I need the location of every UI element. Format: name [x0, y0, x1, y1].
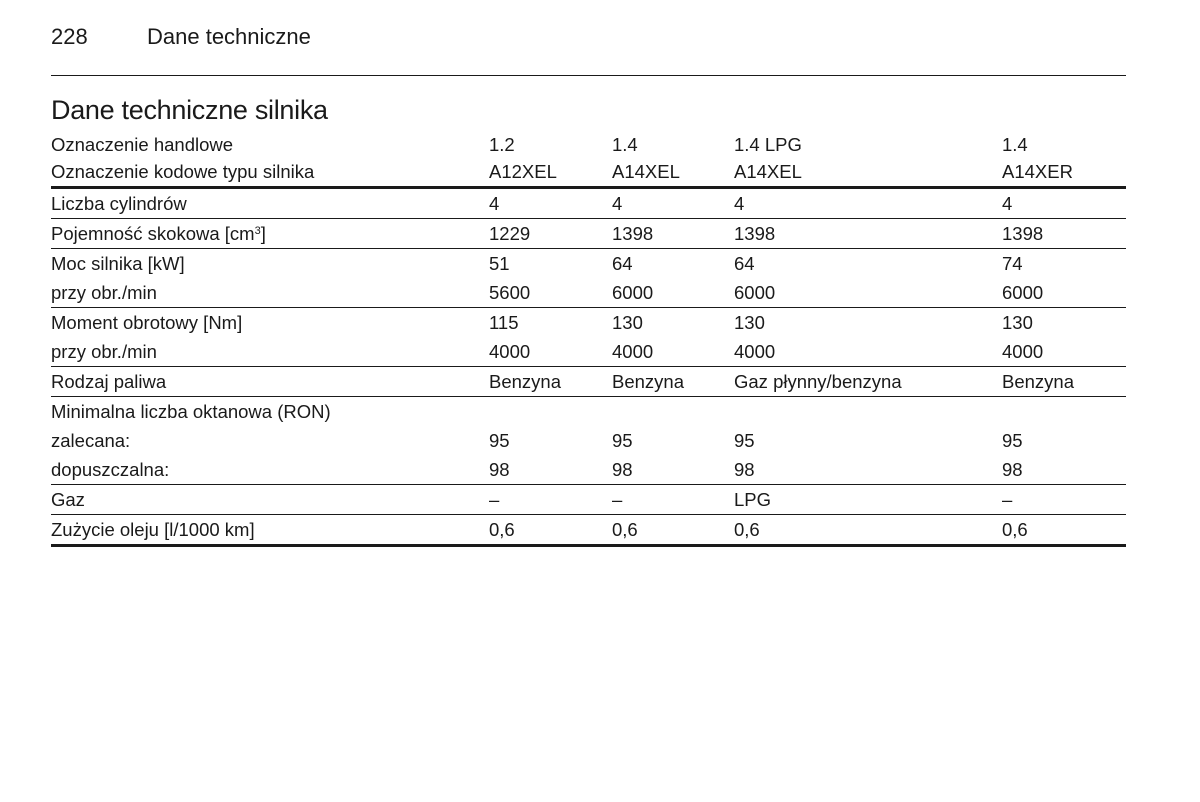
- table-cell: 130: [612, 311, 643, 333]
- superscript: 3: [254, 224, 261, 237]
- table-cell: 5600: [489, 278, 612, 308]
- row-label-tail: ]: [260, 222, 266, 244]
- table-cell: 95: [734, 429, 755, 451]
- table-cell: 6000: [1002, 278, 1126, 308]
- header-cell: A14XEL: [612, 158, 734, 188]
- table-row: [51, 278, 1126, 308]
- table-row: [51, 515, 1126, 546]
- row-label: Moc silnika [kW]: [51, 252, 185, 274]
- table-cell: [612, 397, 734, 427]
- row-label: dopuszczalna:: [51, 455, 489, 485]
- table-cell: [489, 397, 612, 427]
- table-cell: 98: [489, 455, 612, 485]
- table-cell: –: [612, 485, 734, 515]
- page-header: [51, 24, 1126, 56]
- table-cell: –: [489, 485, 612, 515]
- table-cell: 74: [1002, 252, 1023, 274]
- table-cell: 4000: [489, 337, 612, 367]
- table-cell: Benzyna: [489, 367, 612, 397]
- table-row: [51, 397, 1126, 427]
- table-cell: 98: [1002, 455, 1126, 485]
- row-label: zalecana:: [51, 429, 131, 451]
- table-row: [51, 249, 1126, 279]
- table-cell: Benzyna: [1002, 367, 1126, 397]
- table-cell: 64: [612, 252, 633, 274]
- table-row: [51, 367, 1126, 397]
- row-label: przy obr./min: [51, 278, 489, 308]
- table-row: [51, 485, 1126, 515]
- table-cell: 1398: [1002, 219, 1126, 249]
- table-row: [51, 337, 1126, 367]
- header-label: Oznaczenie handlowe: [51, 133, 234, 155]
- header-cell: A14XEL: [734, 158, 1002, 188]
- table-cell: 1229: [489, 219, 612, 249]
- table-cell: 4000: [612, 337, 734, 367]
- header-cell: 1.4 LPG: [734, 133, 802, 155]
- table-cell: 95: [489, 429, 510, 451]
- section-title: Dane techniczne silnika: [51, 95, 328, 125]
- header-cell: A14XER: [1002, 158, 1126, 188]
- table-header-row: [51, 131, 1126, 158]
- table-cell: 4: [734, 188, 1002, 219]
- table-cell: 130: [734, 311, 765, 333]
- row-label: Rodzaj paliwa: [51, 367, 489, 397]
- table-cell: 130: [1002, 311, 1033, 333]
- table-row: [51, 455, 1126, 485]
- table-cell: 98: [612, 455, 734, 485]
- table-cell: 6000: [734, 278, 1002, 308]
- row-label: Moment obrotowy [Nm]: [51, 311, 243, 333]
- table-row: [51, 426, 1126, 455]
- header-cell: 1.2: [489, 133, 515, 155]
- table-cell: 51: [489, 252, 510, 274]
- table-cell: 4: [489, 188, 612, 219]
- table-cell: Benzyna: [612, 367, 734, 397]
- table-cell: –: [1002, 485, 1126, 515]
- row-label: Gaz: [51, 485, 489, 515]
- table-cell: LPG: [734, 485, 1002, 515]
- row-label-text: Pojemność skokowa [cm: [51, 222, 255, 244]
- table-cell: 95: [612, 429, 633, 451]
- table-cell: 6000: [612, 278, 734, 308]
- table-cell: 0,6: [734, 515, 1002, 546]
- row-label: Zużycie oleju [l/1000 km]: [51, 515, 489, 546]
- engine-spec-table: [51, 131, 1126, 547]
- table-cell: 115: [489, 311, 519, 333]
- row-label: przy obr./min: [51, 337, 489, 367]
- table-row: [51, 188, 1126, 219]
- row-label: Liczba cylindrów: [51, 188, 489, 219]
- table-cell: 4: [1002, 188, 1126, 219]
- header-divider: [51, 75, 1126, 76]
- header-cell: 1.4: [612, 133, 638, 155]
- row-label: Minimalna liczba oktanowa (RON): [51, 400, 331, 422]
- table-cell: 4: [612, 188, 734, 219]
- running-title: Dane techniczne: [147, 24, 311, 49]
- table-cell: [734, 397, 1002, 427]
- table-cell: 1398: [612, 219, 734, 249]
- table-cell: 95: [1002, 429, 1023, 451]
- table-row: [51, 308, 1126, 338]
- table-cell: Gaz płynny/benzyna: [734, 367, 1002, 397]
- header-cell: A12XEL: [489, 158, 612, 188]
- table-cell: 0,6: [489, 515, 612, 546]
- table-cell: 1398: [734, 219, 1002, 249]
- table-cell: [1002, 397, 1126, 427]
- table-cell: 4000: [734, 337, 1002, 367]
- table-cell: 0,6: [612, 515, 734, 546]
- page-number: 228: [51, 24, 88, 49]
- table-header-row: [51, 158, 1126, 188]
- table-cell: 98: [734, 455, 1002, 485]
- table-cell: 4000: [1002, 337, 1126, 367]
- table-cell: 0,6: [1002, 515, 1126, 546]
- table-cell: 64: [734, 252, 755, 274]
- row-label: [51, 219, 489, 249]
- header-label: Oznaczenie kodowe typu silnika: [51, 158, 489, 188]
- table-row: [51, 219, 1126, 249]
- header-cell: 1.4: [1002, 133, 1028, 155]
